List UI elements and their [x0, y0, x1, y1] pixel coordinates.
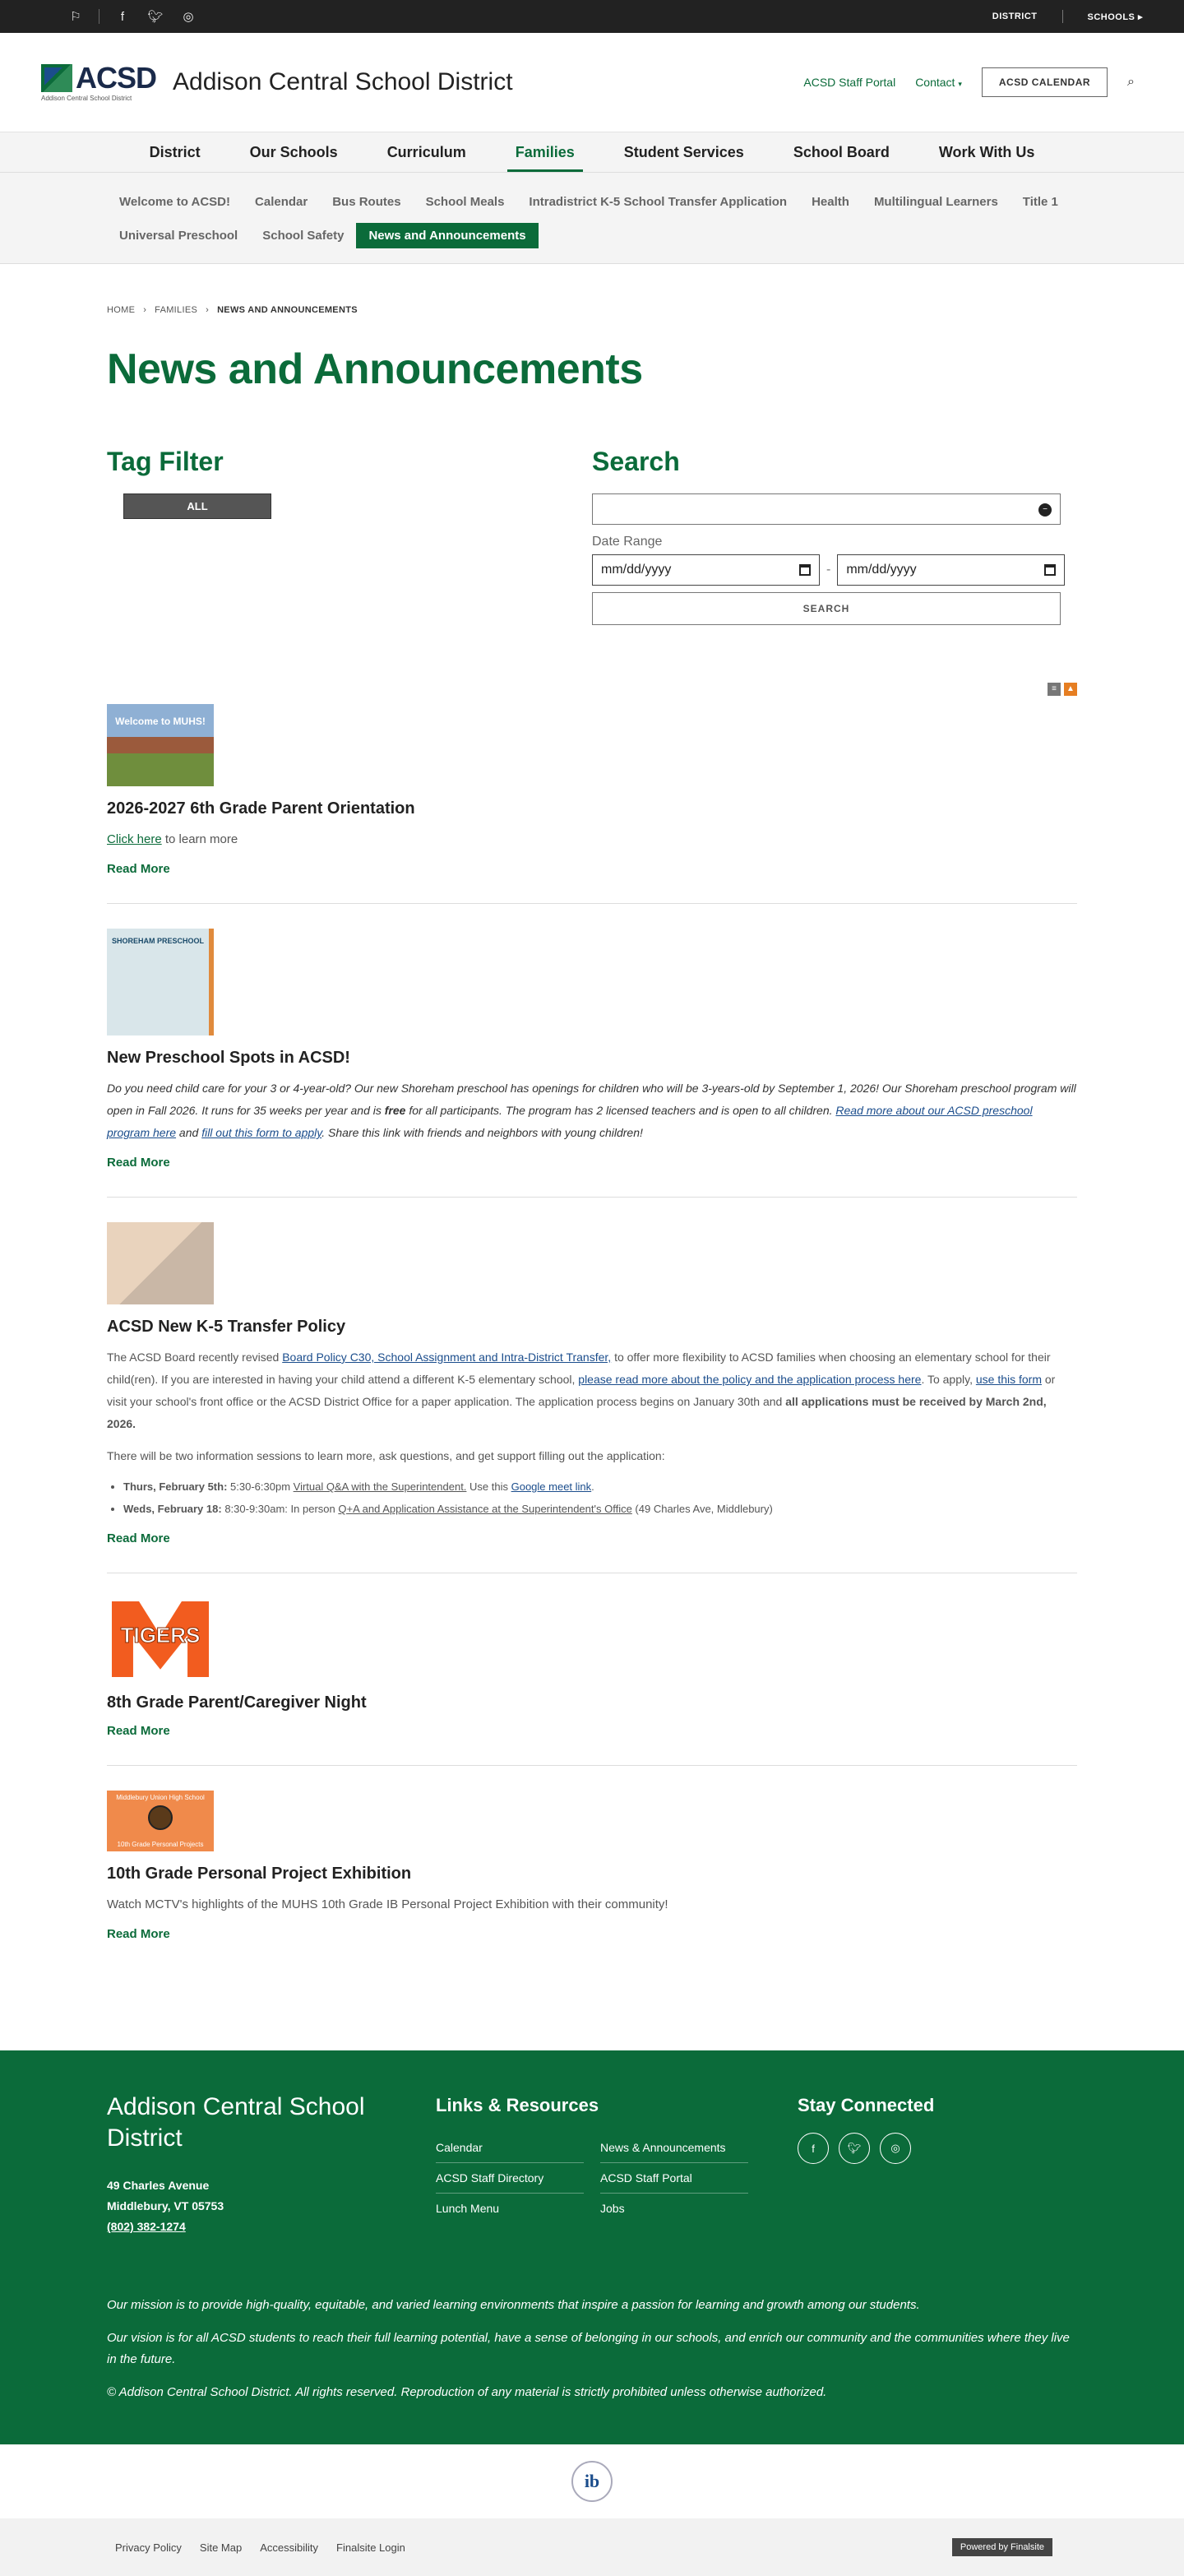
- post-text: . Share this link with friends and neighbors with young children!: [321, 1126, 643, 1139]
- schools-link[interactable]: [1088, 12, 1144, 22]
- nav-curriculum[interactable]: Curriculum: [386, 143, 466, 160]
- post-body: Watch MCTV's highlights of the MUHS 10th Grade IB Personal Project Exhibition with their community!: [107, 1897, 668, 1911]
- footer-district-name: Addison Central School District: [107, 2093, 365, 2152]
- click-here-link[interactable]: Click here: [107, 832, 162, 846]
- post-text: for all participants. The program has 2 licensed teachers and is open to all children.: [405, 1104, 836, 1117]
- bottom-bar: [0, 2518, 1184, 2576]
- post-text: Do you need child care for your 3 or 4-year-old? Our new Shoreham preschool has openings for children who will be 3-years-old by September 1, 2026! Our Shoreham preschool program will open in Fall 2026. It runs for 35 weeks per year and is: [107, 1082, 1076, 1117]
- post-bold-text: all applications must be received by March 2nd, 2026.: [107, 1395, 1047, 1430]
- feed-icons: [107, 683, 1077, 696]
- chevron-right-icon: ›: [206, 305, 210, 315]
- post-body: [107, 1346, 1077, 1435]
- nav-our-schools[interactable]: Our Schools: [249, 143, 338, 160]
- subnav-universal-preschool[interactable]: Universal Preschool: [119, 229, 238, 243]
- vision-statement: Our vision is for all ACSD students to reach their full learning potential, have a sense of belonging in our schools, and enrich our community and the communities where they live in the future.: [107, 2331, 1070, 2366]
- nav-district[interactable]: District: [149, 143, 201, 160]
- header-actions: [803, 67, 1135, 97]
- contact-dropdown[interactable]: [915, 76, 962, 89]
- site-title[interactable]: Addison Central School District: [173, 68, 513, 95]
- tag-all-button[interactable]: ALL: [123, 493, 271, 519]
- breadcrumb-current: NEWS AND ANNOUNCEMENTS: [217, 305, 358, 315]
- clear-icon[interactable]: −: [1038, 503, 1052, 517]
- calendar-button[interactable]: ACSD CALENDAR: [982, 67, 1108, 97]
- session-list: [123, 1476, 1077, 1520]
- subnav-transfer-application[interactable]: Intradistrict K-5 School Transfer Application: [529, 195, 788, 209]
- divider: [1062, 10, 1063, 23]
- thumbnail-caption: 10th Grade Personal Projects: [117, 1841, 204, 1848]
- facebook-icon[interactable]: f: [120, 9, 125, 24]
- news-post: [107, 1766, 1077, 1968]
- search-heading: Search: [592, 447, 680, 476]
- post-text: or visit your school's front office or the ACSD District Office for a paper application. The application process begins on January 30th and: [107, 1373, 1056, 1408]
- news-post: [107, 904, 1077, 1198]
- ib-badge-row: [0, 2444, 1184, 2518]
- news-post: [107, 696, 1077, 904]
- brand[interactable]: [41, 60, 513, 102]
- post-title[interactable]: 2026-2027 6th Grade Parent Orientation: [107, 799, 415, 818]
- footer-link-news[interactable]: News & Announcements: [600, 2133, 748, 2163]
- end-date-placeholder: mm/dd/yyyy: [846, 563, 917, 577]
- nav-school-board[interactable]: School Board: [793, 143, 890, 160]
- policy-info-link[interactable]: please read more about the policy and the application process here: [578, 1373, 922, 1386]
- tiger-icon: [148, 1805, 173, 1830]
- list-item: [123, 1476, 1077, 1498]
- logo-square-icon: [41, 64, 72, 92]
- page-title: News and Announcements: [107, 345, 643, 393]
- breadcrumb: [107, 305, 1077, 315]
- logo-subtitle: Addison Central School District: [41, 94, 132, 102]
- tag-filter-heading: Tag Filter: [107, 447, 224, 476]
- read-more-link[interactable]: Read More: [107, 1531, 170, 1545]
- post-body: [107, 1077, 1077, 1144]
- read-more-link[interactable]: Read More: [107, 1156, 170, 1170]
- twitter-icon[interactable]: 🐦︎: [147, 10, 164, 24]
- schools-label: SCHOOLS: [1087, 12, 1135, 22]
- session-day: Thurs, February 5th:: [123, 1480, 228, 1493]
- session-time: 8:30-9:30am: In person: [221, 1503, 339, 1515]
- post-body: [107, 828, 1077, 850]
- post-title[interactable]: ACSD New K-5 Transfer Policy: [107, 1318, 346, 1336]
- nav-work-with-us[interactable]: Work With Us: [938, 143, 1035, 160]
- links-heading: Links & Resources: [436, 2095, 599, 2115]
- staff-portal-link[interactable]: ACSD Staff Portal: [803, 76, 896, 89]
- footer-links: [436, 2092, 798, 2237]
- in-person-qa-link[interactable]: Q+A and Application Assistance at the Superintendent's Office: [338, 1503, 632, 1515]
- subnav-health[interactable]: Health: [812, 195, 849, 209]
- start-date-input[interactable]: [592, 554, 820, 586]
- thumbnail-caption: Middlebury Union High School: [116, 1794, 205, 1801]
- post-bold-text: free: [384, 1104, 406, 1117]
- post-text: .: [591, 1480, 594, 1493]
- footer-link-calendar[interactable]: Calendar: [436, 2133, 584, 2163]
- privacy-policy-link[interactable]: Privacy Policy: [115, 2541, 182, 2554]
- search-panel: [592, 447, 1077, 625]
- start-date-placeholder: mm/dd/yyyy: [601, 563, 672, 577]
- calendar-icon[interactable]: [1044, 564, 1056, 576]
- post-text: Use this: [466, 1480, 511, 1493]
- top-bar: [0, 0, 1184, 33]
- subnav-multilingual[interactable]: Multilingual Learners: [873, 195, 998, 209]
- subnav-school-safety[interactable]: School Safety: [262, 229, 345, 243]
- post-thumbnail[interactable]: [107, 1222, 214, 1304]
- read-more-link[interactable]: Read More: [107, 1927, 170, 1941]
- search-input[interactable]: [592, 493, 1061, 525]
- stay-connected-heading: Stay Connected: [798, 2095, 935, 2115]
- date-range: [592, 554, 1077, 586]
- tag-filter: [107, 447, 592, 625]
- breadcrumb-families[interactable]: FAMILIES: [155, 305, 198, 315]
- subnav-news[interactable]: News and Announcements: [356, 223, 538, 248]
- post-text: and: [176, 1126, 202, 1139]
- top-social: [59, 9, 205, 24]
- post-text: to learn more: [161, 832, 238, 846]
- filters: [107, 447, 1077, 625]
- search-icon[interactable]: ⌕: [1127, 75, 1135, 89]
- google-meet-link[interactable]: Google meet link: [511, 1480, 592, 1493]
- read-more-link[interactable]: Read More: [107, 862, 170, 876]
- end-date-input[interactable]: [837, 554, 1065, 586]
- accessibility-link[interactable]: Accessibility: [260, 2541, 319, 2554]
- post-info: There will be two information sessions to learn more, ask questions, and get support filling out the application:: [107, 1449, 665, 1462]
- contact-label: Contact: [915, 76, 955, 89]
- facebook-icon[interactable]: f: [798, 2133, 829, 2164]
- read-more-link[interactable]: Read More: [107, 1724, 170, 1738]
- session-time: 5:30-6:30pm: [227, 1480, 294, 1493]
- post-title[interactable]: New Preschool Spots in ACSD!: [107, 1049, 350, 1067]
- site-footer: [0, 2050, 1184, 2444]
- main-content: [107, 264, 1077, 1968]
- news-post: [107, 1573, 1077, 1766]
- list-item: [123, 1498, 1077, 1520]
- instagram-icon[interactable]: ◎: [880, 2133, 911, 2164]
- powered-by-finalsite[interactable]: Powered by Finalsite: [952, 2538, 1052, 2556]
- subnav-welcome[interactable]: Welcome to ACSD!: [119, 195, 231, 209]
- post-text: The ACSD Board recently revised: [107, 1351, 283, 1364]
- date-range-label: Date Range: [592, 535, 663, 549]
- twitter-icon[interactable]: 🐦︎: [839, 2133, 870, 2164]
- footer-link-staff-portal[interactable]: ACSD Staff Portal: [600, 2163, 748, 2194]
- footer-address: [107, 2175, 436, 2237]
- rss-icon[interactable]: ≡: [1048, 683, 1061, 696]
- post-thumbnail[interactable]: [107, 1598, 214, 1680]
- footer-contact: [107, 2092, 436, 2237]
- footer-social: [798, 2092, 934, 2237]
- session-day: Weds, February 18:: [123, 1503, 222, 1515]
- post-thumbnail[interactable]: [107, 929, 214, 1035]
- preschool-form-link[interactable]: fill out this form to apply: [201, 1126, 322, 1139]
- footer-street: 49 Charles Avenue: [107, 2179, 210, 2192]
- thumbnail-caption: SHOREHAM PRESCHOOL: [112, 937, 205, 945]
- footer-link-staff-directory[interactable]: ACSD Staff Directory: [436, 2163, 584, 2194]
- calendar-icon[interactable]: [799, 564, 811, 576]
- logo-mark: [41, 60, 157, 95]
- date-separator: -: [826, 563, 831, 577]
- subnav-calendar[interactable]: Calendar: [255, 195, 308, 209]
- nav-families[interactable]: Families: [491, 132, 599, 172]
- footer-link-lunch-menu[interactable]: Lunch Menu: [436, 2202, 500, 2215]
- virtual-qa-link[interactable]: Virtual Q&A with the Superintendent.: [293, 1480, 467, 1493]
- post-title[interactable]: 8th Grade Parent/Caregiver Night: [107, 1693, 367, 1712]
- caret-down-icon: ▾: [958, 80, 962, 88]
- mission-statement: Our mission is to provide high-quality, equitable, and varied learning environments that inspire a passion for learning and growth among our students.: [107, 2298, 920, 2312]
- notification-icon[interactable]: ▲: [1064, 683, 1077, 696]
- subnav-school-meals[interactable]: School Meals: [425, 195, 505, 209]
- nav-student-services[interactable]: Student Services: [623, 143, 744, 160]
- translate-icon[interactable]: ⚐: [70, 10, 81, 24]
- finalsite-login-link[interactable]: Finalsite Login: [336, 2541, 405, 2554]
- preschool-info-link[interactable]: Read more about our ACSD preschool program here: [107, 1104, 1033, 1139]
- logo-word: ACSD: [76, 60, 157, 95]
- breadcrumb-home[interactable]: HOME: [107, 305, 136, 315]
- post-text: . To apply,: [921, 1373, 976, 1386]
- post-thumbnail[interactable]: [107, 704, 214, 786]
- subnav-bus-routes[interactable]: Bus Routes: [332, 195, 401, 209]
- post-text: to offer more flexibility to ACSD families when choosing an elementary school for their child(ren). If you are interested in having your child attend a different K-5 elementary school,: [107, 1351, 1051, 1386]
- thumbnail-caption: Welcome to MUHS!: [115, 716, 206, 727]
- top-links: [992, 10, 1143, 23]
- search-button[interactable]: SEARCH: [592, 592, 1061, 625]
- footer-city: Middlebury, VT 05753: [107, 2199, 224, 2212]
- instagram-icon[interactable]: ◎: [183, 10, 194, 24]
- footer-link-jobs[interactable]: Jobs: [600, 2202, 625, 2215]
- footer-mission: [107, 2295, 1077, 2403]
- chevron-right-icon: ›: [143, 305, 147, 315]
- district-link[interactable]: DISTRICT: [992, 12, 1038, 21]
- main-nav: [0, 132, 1184, 173]
- news-post: [107, 1198, 1077, 1573]
- post-title[interactable]: 10th Grade Personal Project Exhibition: [107, 1865, 412, 1883]
- site-header: [0, 33, 1184, 132]
- footer-phone-link[interactable]: (802) 382-1274: [107, 2220, 186, 2233]
- post-thumbnail[interactable]: [107, 1791, 214, 1851]
- subnav-title-1[interactable]: Title 1: [1022, 195, 1058, 209]
- sub-nav: [0, 173, 1184, 264]
- thumbnail-caption: TIGERS: [120, 1623, 201, 1647]
- apply-form-link[interactable]: use this form: [975, 1373, 1042, 1386]
- ib-logo-icon[interactable]: ib: [571, 2461, 613, 2502]
- board-policy-link[interactable]: Board Policy C30, School Assignment and Intra-District Transfer,: [282, 1351, 612, 1364]
- site-map-link[interactable]: Site Map: [199, 2541, 243, 2554]
- district-logo[interactable]: [41, 60, 157, 102]
- copyright: © Addison Central School District. All rights reserved. Reproduction of any material is strictly prohibited unless otherwise authorized.: [107, 2385, 827, 2399]
- caret-right-icon: ▸: [1137, 12, 1143, 22]
- post-text: (49 Charles Ave, Middlebury): [631, 1503, 773, 1515]
